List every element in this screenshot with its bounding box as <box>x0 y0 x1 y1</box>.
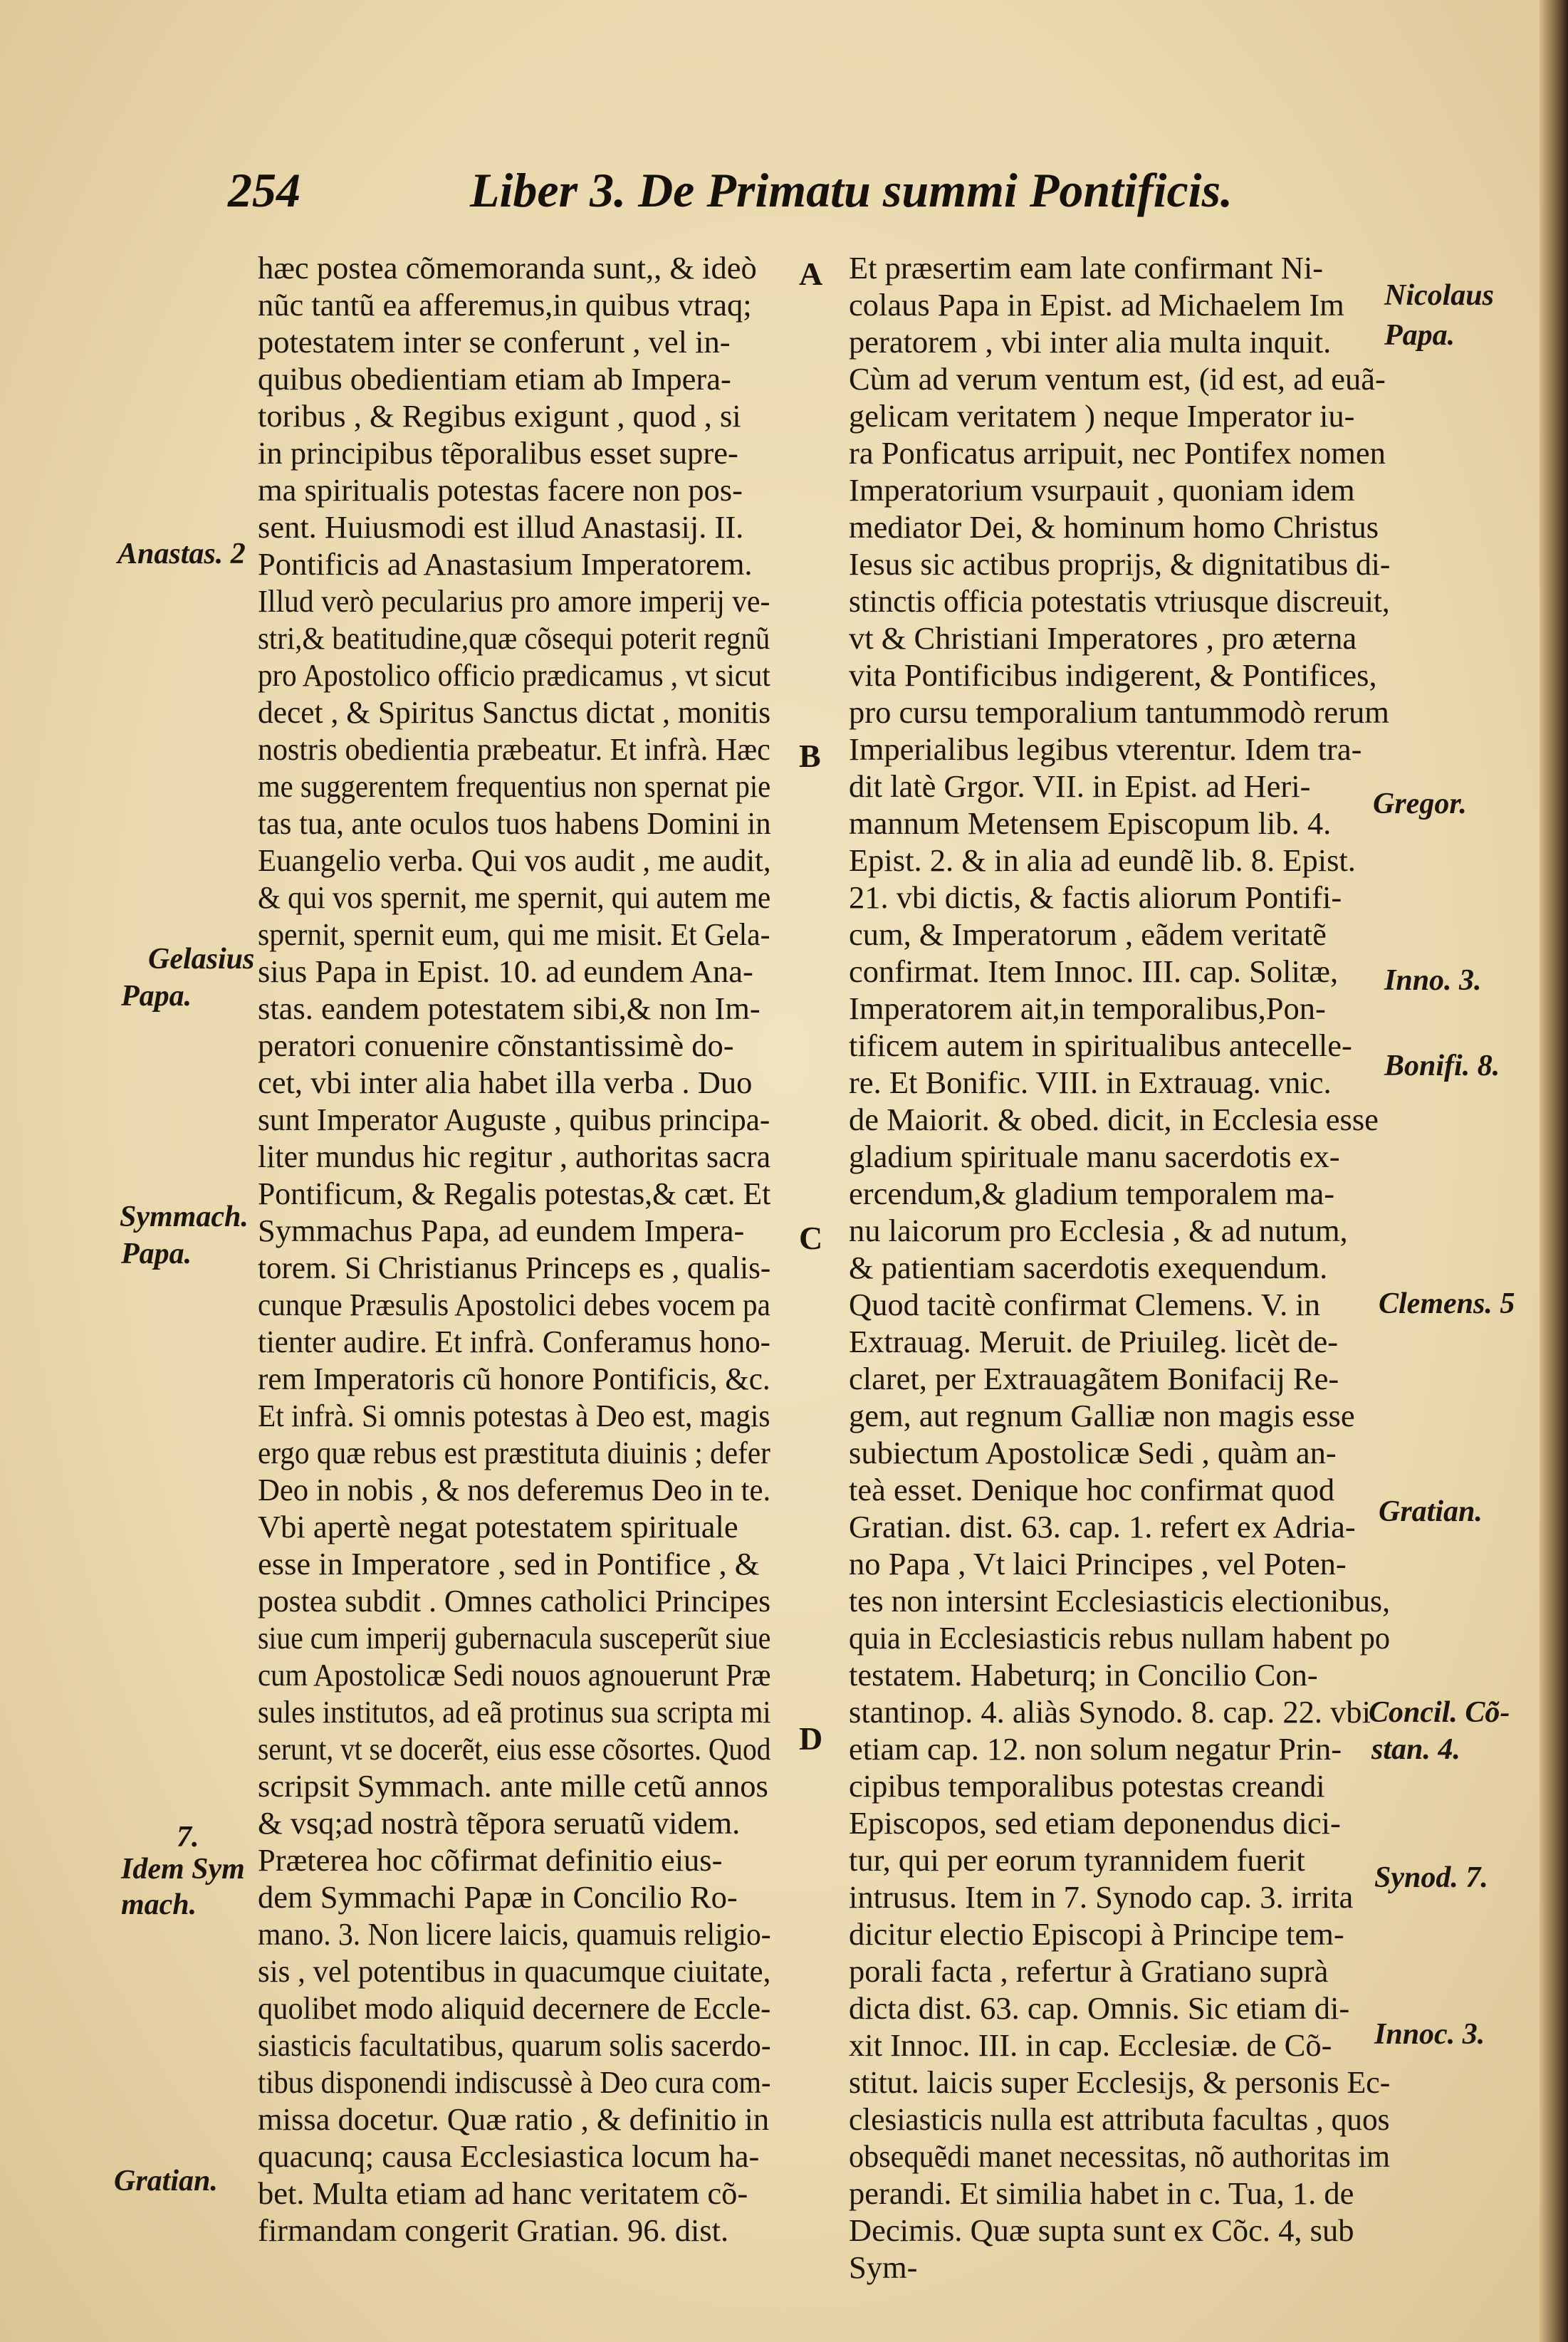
text-line-left: postea subdit . Omnes catholici Principes <box>258 1583 771 1619</box>
text-line-right: gladium spirituale manu sacerdotis ex- <box>849 1139 1340 1174</box>
margin-note-clemens-5: Clemens. 5 <box>1379 1287 1515 1320</box>
text-line-right: tificem autem in spiritualibus antecelle- <box>849 1028 1352 1063</box>
margin-note-gelasius: Gelasius <box>148 943 255 976</box>
text-line-right: Gratian. dist. 63. cap. 1. refert ex Adria- <box>849 1509 1356 1544</box>
running-header <box>228 162 1296 226</box>
text-line-left: scripsit Symmach. ante mille cetũ annos <box>258 1768 768 1804</box>
margin-note-symmachus: Symmach. <box>120 1201 249 1233</box>
text-line-right: Imperialibus legibus vterentur. Idem tra- <box>849 731 1362 767</box>
text-line-right: confirmat. Item Innoc. III. cap. Solitæ, <box>849 953 1339 989</box>
text-line-left: Euangelio verba. Qui vos audit , me audit, <box>258 842 771 878</box>
text-line-right: Cùm ad verum ventum est, (id est, ad euã- <box>849 361 1386 397</box>
section-letter-c: C <box>799 1220 823 1256</box>
text-line-left: ergo quæ rebus est præstituta diuinis ; defer <box>258 1435 770 1470</box>
text-line-right: cum, & Imperatorum , eãdem veritatẽ <box>849 916 1327 952</box>
text-line-left: nũc tantũ ea afferemus,in quibus vtraq; <box>258 287 752 323</box>
text-line-left: tienter audire. Et infrà. Conferamus hono- <box>258 1324 770 1359</box>
text-line-right: tur, qui per eorum tyrannidem fuerit <box>849 1842 1305 1878</box>
text-line-right: mannum Metensem Episcopum lib. 4. <box>849 805 1332 841</box>
text-line-left: nostris obedientia præbeatur. Et infrà. Hæc <box>258 731 770 767</box>
text-line-right: testatem. Habeturq; in Concilio Con- <box>849 1657 1318 1693</box>
text-line-right: etiam cap. 12. non solum negatur Prin- <box>849 1731 1342 1767</box>
text-line-left: stas. eandem potestatem sibi,& non Im- <box>258 990 761 1026</box>
text-line-right: Et præsertim eam late confirmant Ni- <box>849 250 1324 286</box>
section-letter-a: A <box>799 256 823 292</box>
text-line-right: de Maiorit. & obed. dicit, in Ecclesia esse <box>849 1102 1379 1137</box>
text-line-left: tas tua, ante oculos tuos habens Domini in <box>258 805 771 841</box>
text-line-right: perandi. Et similia habet in c. Tua, 1. de <box>849 2175 1354 2211</box>
text-line-right: claret, per Extrauagãtem Bonifacij Re- <box>849 1361 1339 1396</box>
text-line-left: quacunq; causa Ecclesiastica locum ha- <box>258 2138 760 2174</box>
text-line-right: clesiasticis nulla est attributa facultas , quos <box>849 2101 1390 2137</box>
margin-note-nicolaus-papa: Papa. <box>1384 319 1455 352</box>
text-line-left: spernit, spernit eum, qui me misit. Et Gela- <box>258 916 770 952</box>
text-line-left: decet , & Spiritus Sanctus dictat , monitis <box>258 694 771 730</box>
margin-note-stan-4: stan. 4. <box>1371 1733 1460 1766</box>
margin-note-anastasius: Anastas. 2 <box>117 538 246 570</box>
margin-note-idem-mach: mach. <box>121 1888 197 1921</box>
running-title: Liber 3. De Primatu summi Pontificis. <box>470 163 1233 217</box>
text-line-right: Imperatorium vsurpauit , quoniam idem <box>849 472 1355 508</box>
text-line-right: Decimis. Quæ supta sunt ex Cõc. 4, sub <box>849 2212 1354 2248</box>
text-line-left: quolibet modo aliquid decernere de Eccle- <box>258 1990 771 2026</box>
text-line-right: xit Innoc. III. in cap. Ecclesiæ. de Cõ- <box>849 2027 1332 2063</box>
margin-note-bonifacius-8: Bonifi. 8. <box>1384 1050 1500 1082</box>
text-line-left: potestatem inter se conferunt , vel in- <box>258 324 731 360</box>
text-line-left: Et infrà. Si omnis potestas à Deo est, magis <box>258 1398 770 1433</box>
text-line-left: sius Papa in Epist. 10. ad eundem Ana- <box>258 953 753 989</box>
text-line-right: re. Et Bonific. VIII. in Extrauag. vnic. <box>849 1065 1332 1100</box>
margin-note-innoc-3: Inno. 3. <box>1384 964 1482 997</box>
text-line-left: firmandam congerit Gratian. 96. dist. <box>258 2212 729 2248</box>
text-line-left: esse in Imperatore , sed in Pontifice , & <box>258 1546 760 1582</box>
text-line-right: obsequẽdi manet necessitas, nõ authoritas im <box>849 2138 1390 2174</box>
text-line-right: mediator Dei, & hominum homo Christus <box>849 509 1379 545</box>
text-line-left: in principibus tẽporalibus esset supre- <box>258 435 738 471</box>
page-number: 254 <box>228 163 300 217</box>
margin-note-gregor: Gregor. <box>1373 788 1467 820</box>
margin-note-gratian-left: Gratian. <box>114 2165 218 2197</box>
text-line-left: Symmachus Papa, ad eundem Impera- <box>258 1213 745 1248</box>
text-line-left: sunt Imperator Auguste , quibus principa- <box>258 1102 770 1137</box>
text-line-right: colaus Papa in Epist. ad Michaelem Im <box>849 287 1344 323</box>
text-line-right: Extrauag. Meruit. de Priuileg. licèt de- <box>849 1324 1339 1359</box>
book-spine-shadow <box>1540 0 1568 2342</box>
text-line-left: siue cum imperij gubernacula susceperũt siue <box>258 1620 771 1656</box>
margin-note-nicolaus: Nicolaus <box>1384 279 1495 312</box>
margin-note-gratian-right: Gratian. <box>1379 1495 1483 1528</box>
text-line-left: quibus obedientiam etiam ab Impera- <box>258 361 731 397</box>
text-line-left: & qui vos spernit, me spernit, qui autem me <box>258 879 771 915</box>
margin-note-gelasius-papa: Papa. <box>121 980 192 1013</box>
text-line-left: tibus disponendi indiscussè à Deo cura com- <box>258 2064 771 2100</box>
margin-note-seven: 7. <box>177 1821 199 1854</box>
text-line-left: stri,& beatitudine,quæ cõsequi poterit regnũ <box>258 620 770 656</box>
text-line-right: dit latè Grgor. VII. in Epist. ad Heri- <box>849 768 1311 804</box>
text-line-right: teà esset. Denique hoc confirmat quod <box>849 1472 1335 1507</box>
text-line-right: tes non intersint Ecclesiasticis electionibus, <box>849 1583 1391 1619</box>
margin-note-symmachus-papa: Papa. <box>121 1238 192 1270</box>
text-line-left: missa docetur. Quæ ratio , & definitio in <box>258 2101 770 2137</box>
text-line-right: Sym- <box>849 2249 918 2285</box>
text-line-left: ma spiritualis potestas facere non pos- <box>258 472 743 508</box>
text-line-right: vita Pontificibus indigerent, & Pontifices, <box>849 657 1377 693</box>
text-line-left: bet. Multa etiam ad hanc veritatem cõ- <box>258 2175 748 2211</box>
text-line-right: stinctis officia potestatis vtriusque discreuit, <box>849 583 1390 619</box>
text-line-left: Vbi apertè negat potestatem spirituale <box>258 1509 738 1544</box>
text-line-right: porali facta , refertur à Gratiano suprà <box>849 1953 1329 1989</box>
margin-note-idem-sym: Idem Sym <box>121 1853 245 1886</box>
text-line-left: cum Apostolicæ Sedi nouos agnouerunt Præ <box>258 1657 771 1693</box>
text-line-right: nu laicorum pro Ecclesia , & ad nutum, <box>849 1213 1348 1248</box>
section-letter-b: B <box>799 738 821 774</box>
margin-note-concil-con: Concil. Cõ- <box>1369 1696 1510 1729</box>
text-line-right: Quod tacitè confirmat Clemens. V. in <box>849 1287 1321 1322</box>
text-line-right: Iesus sic actibus proprijs, & dignitatibus di- <box>849 546 1391 582</box>
text-line-left: Pontificum, & Regalis potestas,& cæt. Et <box>258 1176 771 1211</box>
text-line-left: Pontificis ad Anastasium Imperatorem. <box>258 546 753 582</box>
text-line-left: sis , vel potentibus in quacumque ciuitate, <box>258 1953 771 1989</box>
text-line-right: dicta dist. 63. cap. Omnis. Sic etiam di- <box>849 1990 1350 2026</box>
text-line-right: Episcopos, sed etiam deponendus dici- <box>849 1805 1341 1841</box>
text-line-left: torem. Si Christianus Princeps es , qualis- <box>258 1250 771 1285</box>
text-line-left: Deo in nobis , & nos deferemus Deo in te. <box>258 1472 771 1507</box>
text-line-right: peratorem , vbi inter alia multa inquit. <box>849 324 1332 360</box>
text-line-right: ercendum,& gladium temporalem ma- <box>849 1176 1335 1211</box>
text-line-right: Epist. 2. & in alia ad eundẽ lib. 8. Epist. <box>849 842 1356 878</box>
text-line-left: sules institutos, ad eã protinus sua scripta mi <box>258 1694 771 1730</box>
margin-note-synod-7: Synod. 7. <box>1374 1861 1488 1894</box>
text-line-left: rem Imperatoris cũ honore Pontificis, &c. <box>258 1361 770 1396</box>
text-line-left: Illud verò pecularius pro amore imperij ve- <box>258 583 770 619</box>
text-line-right: pro cursu temporalium tantummodò rerum <box>849 694 1389 730</box>
text-line-left: cet, vbi inter alia habet illa verba . Duo <box>258 1065 753 1100</box>
left-text-column <box>258 249 770 2249</box>
text-line-left: & vsq;ad nostrà tẽpora seruatũ videm. <box>258 1805 741 1841</box>
text-line-right: 21. vbi dictis, & factis aliorum Pontifi- <box>849 879 1342 915</box>
text-line-left: mano. 3. Non licere laicis, quamuis religio- <box>258 1916 771 1952</box>
right-text-column <box>849 249 1390 2286</box>
text-line-left: sent. Huiusmodi est illud Anastasij. II. <box>258 509 744 545</box>
text-line-left: cunque Præsulis Apostolici debes vocem pa <box>258 1287 770 1322</box>
text-line-left: me suggerentem frequentius non spernat pie <box>258 768 771 804</box>
text-line-right: stitut. laicis super Ecclesijs, & personis Ec- <box>849 2064 1391 2100</box>
text-line-right: cipibus temporalibus potestas creandi <box>849 1768 1325 1804</box>
text-line-right: dicitur electio Episcopi à Principe tem- <box>849 1916 1344 1952</box>
text-line-left: pro Apostolico officio prædicamus , vt sicut <box>258 657 770 693</box>
text-line-left: toribus , & Regibus exigunt , quod , si <box>258 398 741 434</box>
margin-note-innoc-3b: Innoc. 3. <box>1374 2018 1485 2051</box>
text-line-right: no Papa , Vt laici Principes , vel Poten- <box>849 1546 1347 1582</box>
text-line-right: gelicam veritatem ) neque Imperator iu- <box>849 398 1355 434</box>
text-line-left: hæc postea cõmemoranda sunt,, & ideò <box>258 250 757 286</box>
text-line-left: dem Symmachi Papæ in Concilio Ro- <box>258 1879 738 1915</box>
text-line-right: intrusus. Item in 7. Synodo cap. 3. irrita <box>849 1879 1354 1915</box>
text-line-right: subiectum Apostolicæ Sedi , quàm an- <box>849 1435 1337 1470</box>
text-line-left: siasticis facultatibus, quarum solis sacerdo- <box>258 2027 771 2063</box>
text-line-right: quia in Ecclesiasticis rebus nullam habent po <box>849 1620 1390 1656</box>
text-line-right: vt & Christiani Imperatores , pro æterna <box>849 620 1357 656</box>
text-line-left: serunt, vt se docerẽt, eius esse cõsortes. Quod <box>258 1731 771 1767</box>
text-line-right: & patientiam sacerdotis exequendum. <box>849 1250 1328 1285</box>
text-line-right: stantinop. 4. aliàs Synodo. 8. cap. 22. vbi <box>849 1694 1371 1730</box>
text-line-right: ra Ponficatus arripuit, nec Pontifex nomen <box>849 435 1386 471</box>
text-line-right: gem, aut regnum Galliæ non magis esse <box>849 1398 1355 1433</box>
text-line-left: Præterea hoc cõfirmat definitio eius- <box>258 1842 723 1878</box>
text-line-right: Imperatorem ait,in temporalibus,Pon- <box>849 990 1326 1026</box>
text-line-left: peratori conuenire cõnstantissimè do- <box>258 1028 734 1063</box>
section-letter-d: D <box>799 1720 823 1757</box>
text-line-left: liter mundus hic regitur , authoritas sacra <box>258 1139 771 1174</box>
